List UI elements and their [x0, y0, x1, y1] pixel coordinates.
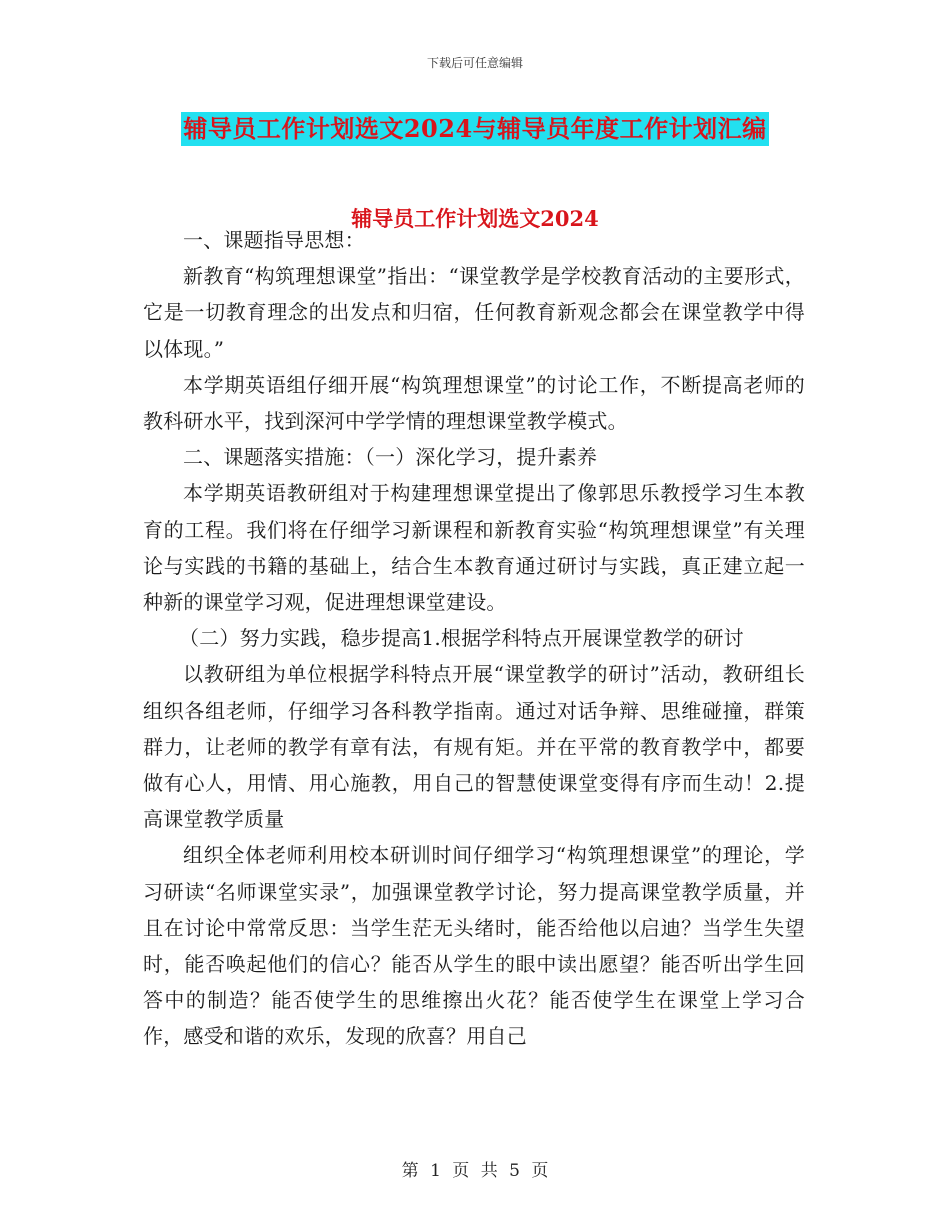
paragraph: 组织全体老师利用校本研训时间仔细学习“构筑理想课堂”的理论，学习研读“名师课堂实录”，加强课堂教学讨论，努力提高课堂教学质量，并且在讨论中常常反思：当学生茫无头绪时，能否给他以启迪？当学生失望时，能否唤起他们的信心？能否从学生的眼中读出愿望？能否听出学生回答中的制造？能否使学生的思维擦出火花？能否使学生在课堂上学习合作，感受和谐的欢乐，发现的欣喜？用自己 — [143, 843, 805, 1049]
section-title: 辅导员工作计划选文2024 — [351, 206, 599, 231]
document-body — [143, 222, 805, 1055]
paragraph: 一、课题指导思想： — [183, 228, 365, 252]
paragraph: 新教育“构筑理想课堂”指出：“课堂教学是学校教育活动的主要形式，它是一切教育理念的出发点和归宿，任何教育新观念都会在课堂教学中得以体现。” — [143, 264, 805, 361]
main-title-highlight: 辅导员工作计划选文2024与辅导员年度工作计划汇编 — [181, 112, 768, 146]
page-header-note: 下载后可任意编辑 — [426, 56, 523, 70]
paragraph: 本学期英语组仔细开展“构筑理想课堂”的讨论工作，不断提高老师的教科研水平，找到深河中学学情的理想课堂教学模式。 — [143, 372, 805, 434]
paragraph: （二）努力实践，稳步提高1.根据学科特点开展课堂教学的研讨 — [179, 626, 744, 651]
paragraph: 本学期英语教研组对于构建理想课堂提出了像郭思乐教授学习生本教育的工程。我们将在仔细学习新课程和新教育实验“构筑理想课堂”有关理论与实践的书籍的基础上，结合生本教育通过研讨与实践，真正建立起一种新的课堂学习观，促进理想课堂建设。 — [143, 481, 805, 615]
page-number: 第 1 页 共 5 页 — [401, 1161, 549, 1181]
paragraph: 二、课题落实措施：（一）深化学习，提升素养 — [183, 445, 598, 470]
paragraph: 以教研组为单位根据学科特点开展“课堂教学的研讨”活动，教研组长组织各组老师，仔细学习各科教学指南。通过对话争辩、思维碰撞，群策群力，让老师的教学有章有法，有规有矩。并在平常的教育教学中，都要做有心人，用情、用心施教，用自己的智慧使课堂变得有序而生动！2.提高课堂教学质量 — [143, 662, 805, 832]
document-main-title — [0, 112, 950, 146]
